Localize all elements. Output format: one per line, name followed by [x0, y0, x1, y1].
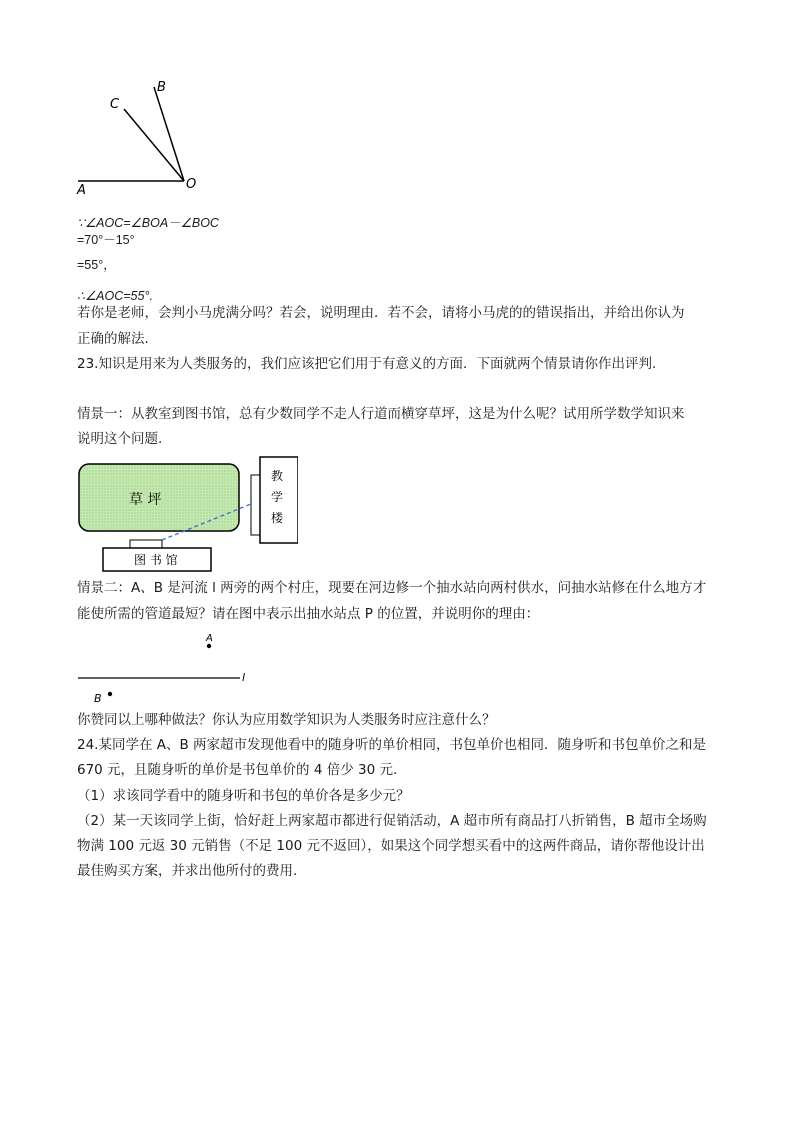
q22-line-1: 若你是老师，会判小马虎满分吗？若会，说明理由．若不会，请将小马虎的的错误指出，并给出你认为 — [77, 305, 685, 321]
library-label: 图 书 馆 — [134, 553, 178, 567]
campus-map-figure — [74, 455, 298, 573]
river-label: l — [242, 671, 246, 684]
solution-line-3: =55°， — [77, 258, 116, 272]
q24-line-2: 670 元，且随身听的单价是书包单价的 4 倍少 30 元. — [77, 762, 398, 778]
solution-line-4: ∴∠AOC=55°. — [77, 289, 153, 303]
label-b: B — [157, 80, 166, 95]
point-b — [108, 692, 112, 696]
q23-closing: 你赞同以上哪种做法？你认为应用数学知识为人类服务时应注意什么？ — [77, 712, 496, 728]
building-char-3: 楼 — [271, 511, 284, 525]
solution-line-2: =70°－15° — [77, 233, 135, 247]
label-o: O — [186, 177, 197, 192]
label-a: A — [77, 183, 86, 198]
point-b-label: B — [94, 692, 102, 705]
q24-line-4: （2）某一天该同学上街，恰好赶上两家超市都进行促销活动，A 超市所有商品打八折销售，B 超市全场购 — [77, 813, 707, 829]
lawn-label: 草 坪 — [129, 492, 162, 508]
q24-line-1: 24.某同学在 A、B 两家超市发现他看中的随身听的单价相同，书包单价也相同．随身听和书包单价之和是 — [77, 737, 707, 753]
q24-line-6: 最佳购买方案，并求出他所付的费用. — [77, 863, 298, 879]
ray-oc — [124, 109, 184, 181]
q24-line-3: （1）求该同学看中的随身听和书包的单价各是多少元？ — [77, 788, 410, 804]
q23-scenario2-line1: 情景二：A、B 是河流 l 两旁的两个村庄，现要在河边修一个抽水站向两村供水，问抽水站修在什么地方才 — [77, 580, 707, 596]
ray-ob — [154, 87, 184, 181]
q22-line-2: 正确的解法. — [77, 331, 149, 347]
q23-scenario1-line1: 情景一：从教室到图书馆，总有少数同学不走人行道而横穿草坪，这是为什么呢？试用所学数学知识来 — [77, 406, 685, 422]
building-char-1: 教 — [271, 469, 284, 483]
building-connector — [251, 475, 260, 535]
q23-scenario2-line2: 能使所需的管道最短？请在图中表示出抽水站点 P 的位置，并说明你的理由： — [77, 606, 540, 622]
library-stub — [130, 540, 162, 548]
building-char-2: 学 — [271, 490, 284, 504]
point-a — [207, 644, 211, 648]
q24-line-5: 物满 100 元返 30 元销售（不足 100 元不返回），如果这个同学想买看中的这两件商品，请你帮他设计出 — [77, 838, 705, 854]
solution-line-1: ∵∠AOC=∠BOA－∠BOC — [77, 216, 219, 230]
q23-scenario1-line2: 说明这个问题. — [77, 431, 163, 447]
river-figure — [70, 628, 260, 706]
label-c: C — [110, 97, 120, 112]
point-a-label: A — [206, 633, 213, 644]
angle-figure — [70, 78, 210, 198]
q23-stem: 23.知识是用来为人类服务的，我们应该把它们用于有意义的方面．下面就两个情景请你作出评判. — [77, 356, 657, 372]
